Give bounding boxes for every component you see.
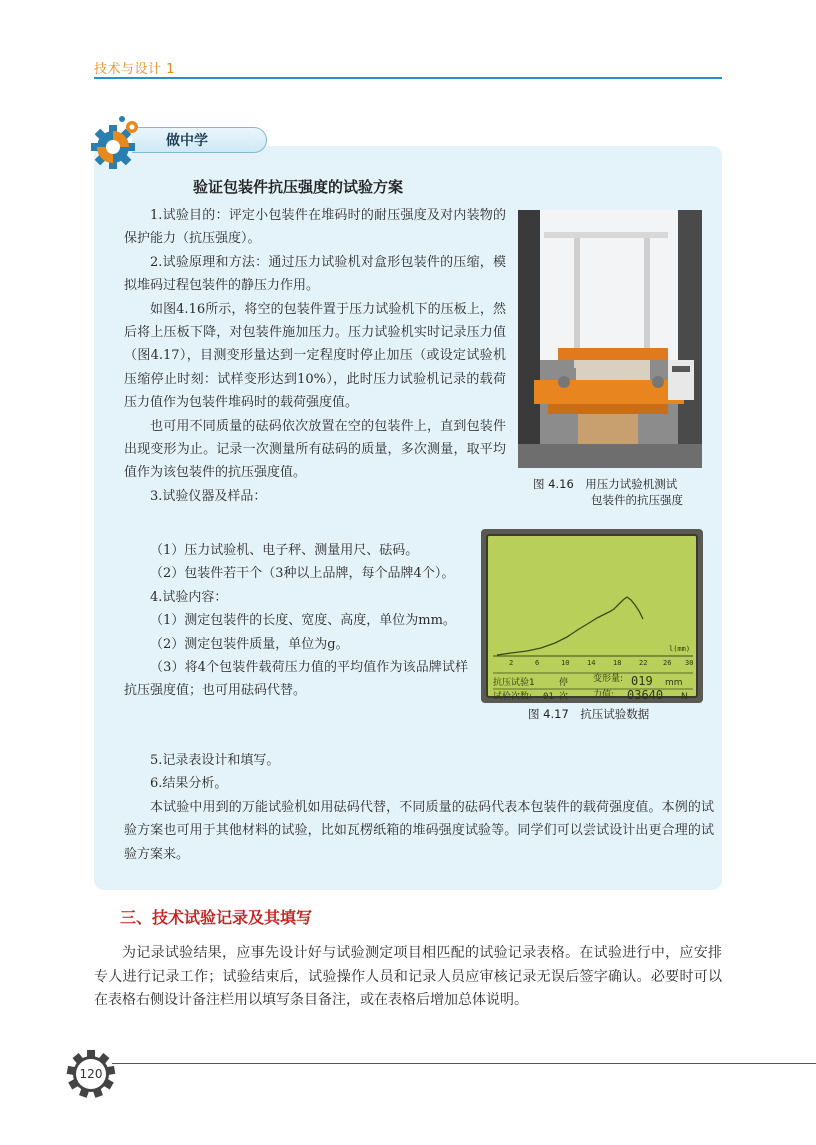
- axis-tick: 10: [561, 659, 570, 667]
- lcd-mode: 抗压试验1: [493, 678, 535, 688]
- section-body: [94, 942, 722, 1013]
- lcd-screen: [481, 529, 703, 703]
- lcd-deformation-label: 变形量:: [593, 674, 624, 684]
- axis-tick: 14: [587, 659, 596, 667]
- paragraph: （1）压力试验机、电子秤、测量用尺、砝码。: [150, 543, 419, 558]
- lcd-status: 停: [559, 678, 569, 688]
- paragraph: 如图4.16所示，将空的包装件置于压力试验机下的压板上，然后将上压板下降，对包装件施加压力。压力试验机实时记录压力值（图4.17），目测变形量达到一定程度时停止加压（或设定试验机压缩停止时刻：试样变形达到10%），此时压力试验机记录的载荷压力值作为包装件堆码时的载荷强度值。: [124, 301, 506, 411]
- paragraph: 3.试验仪器及样品：: [150, 488, 267, 504]
- axis-unit: l(mm): [669, 645, 691, 653]
- page-number: 120: [79, 1067, 103, 1081]
- lcd-trial-count: 01: [543, 692, 554, 702]
- paragraph: 2.试验原理和方法：通过压力试验机对盒形包装件的压缩，模拟堆码过程包装件的静压力作用。: [124, 254, 506, 294]
- paragraph: （3）将4个包装件载荷压力值的平均值作为该品牌试样抗压强度值；也可用砝码代替。: [124, 660, 468, 699]
- lcd-deformation-unit: mm: [665, 678, 683, 688]
- paragraph: （2）包装件若干个（3种以上品牌，每个品牌4个）。: [150, 566, 455, 582]
- paragraph: 4.试验内容：: [150, 589, 228, 605]
- footer-rule: [112, 1063, 816, 1064]
- axis-tick: 6: [535, 659, 540, 667]
- activity-text-left-lower: [124, 539, 468, 703]
- section-heading: 三、技术试验记录及其填写: [120, 908, 313, 927]
- figure-4-17-caption: 图 4.17 抗压试验数据: [528, 707, 650, 721]
- lcd-trial-unit: 次: [559, 692, 569, 702]
- activity-text-left: [124, 204, 506, 508]
- running-header: 技术与设计 1: [94, 62, 175, 77]
- closing-paragraph: 本试验中用到的万能试验机如用砝码代替，不同质量的砝码代表本包装件的载荷强度值。本例的试验方案也可用于其他材料的试验，比如瓦楞纸箱的堆码强度试验等。同学们可以尝试设计出更合理的试验方案来。: [124, 799, 714, 862]
- caption-line: 图 4.16 用压力试验机测试: [533, 477, 678, 491]
- axis-tick: 2: [509, 659, 514, 667]
- section-paragraph: 为记录试验结果，应事先设计好与试验测定项目相匹配的试验记录表格。在试验进行中，应安排专人进行记录工作；试验结束后，试验操作人员和记录人员应审核记录无误后签字确认。必要时可以在表格右侧设计备注栏用以填写条目备注，或在表格后增加总体说明。: [94, 945, 722, 1008]
- caption-line: 包装件的抗压强度: [591, 493, 683, 507]
- activity-text-steps: [124, 749, 714, 866]
- paragraph: 也可用不同质量的砝码依次放置在空的包装件上，直到包装件出现变形为止。记录一次测量所有砝码的质量，多次测量，取平均值作为该包装件的抗压强度值。: [124, 418, 506, 481]
- lcd-display: [481, 529, 703, 703]
- gear-icon: [86, 113, 146, 173]
- activity-badge: 做中学: [132, 127, 267, 153]
- axis-tick: 30: [685, 659, 694, 667]
- axis-tick: 18: [613, 659, 622, 667]
- paragraph: 6.结果分析。: [150, 776, 228, 792]
- header-rule: [94, 77, 722, 79]
- press-machine-photo: [518, 210, 702, 468]
- axis-tick: 26: [663, 659, 672, 667]
- figure-4-16-caption: [533, 476, 703, 508]
- lcd-deformation-value: 019: [631, 674, 653, 688]
- lcd-force-label: 力值:: [593, 690, 615, 700]
- lcd-force-unit: N: [681, 692, 688, 702]
- paragraph: 5.记录表设计和填写。: [150, 753, 280, 768]
- paragraph: （1）测定包装件的长度、宽度、高度，单位为mm。: [150, 613, 456, 629]
- paragraph: （2）测定包装件质量，单位为g。: [150, 636, 349, 652]
- axis-tick: 22: [639, 659, 648, 667]
- lcd-force-value: 03640: [627, 688, 664, 702]
- paragraph: 1.试验目的：评定小包装件在堆码时的耐压强度及对内装物的保护能力（抗压强度）。: [124, 208, 506, 247]
- lcd-trial-label: 试验次数:: [493, 692, 533, 702]
- plan-title: 验证包装件抗压强度的试验方案: [193, 178, 404, 196]
